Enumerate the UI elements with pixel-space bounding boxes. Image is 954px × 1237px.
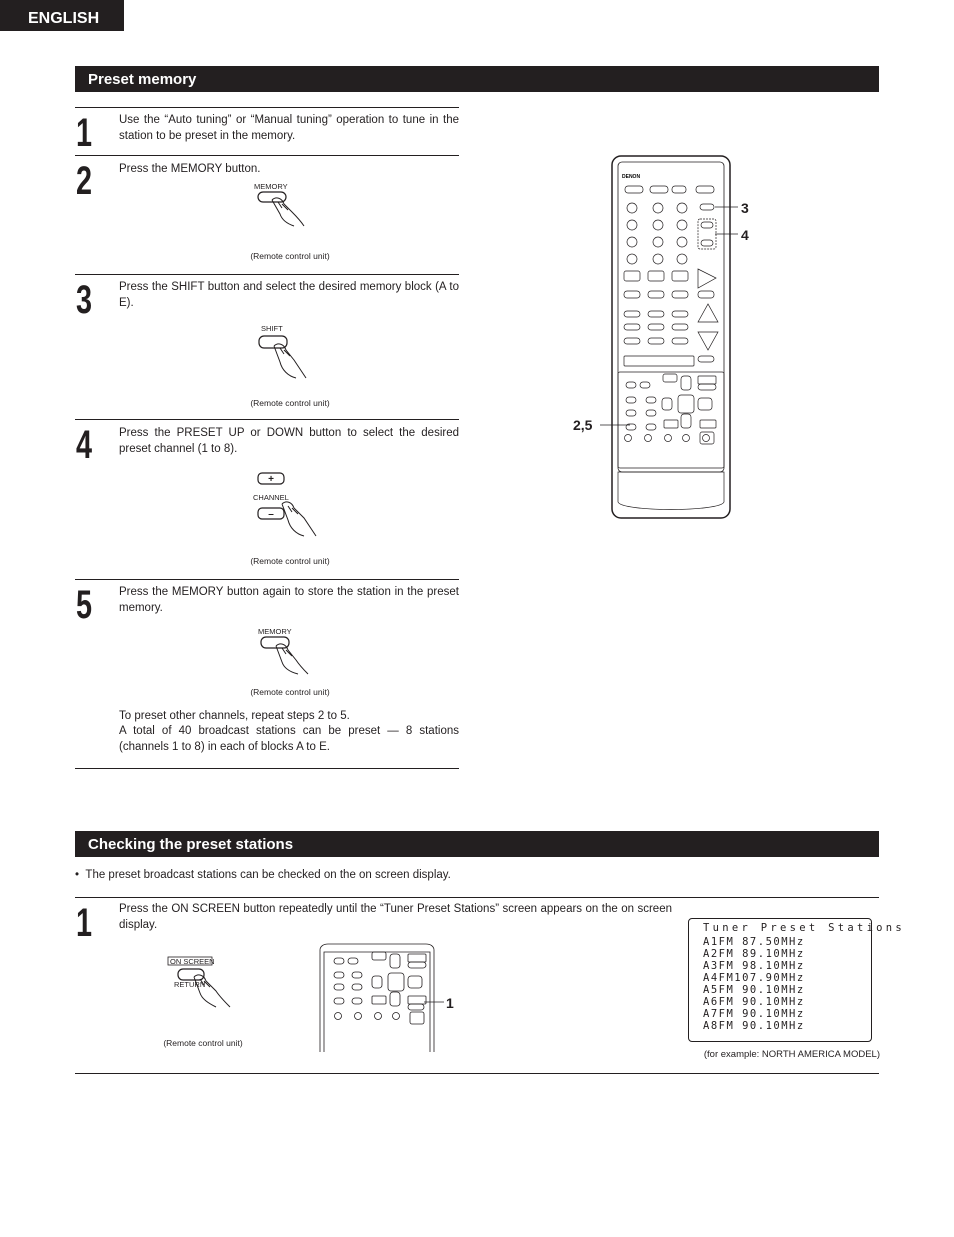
step-number: 4 [76,423,93,467]
step-text: Press the ON SCREEN button repeatedly until the “Tuner Preset Stations” screen appears on the on screen display. [119,903,672,931]
figure-caption: (Remote control unit) [250,556,330,566]
remote-detail-figure [316,942,466,1054]
divider [75,419,459,420]
checking-title: Checking the preset stations [75,831,879,857]
step-text: Use the “Auto tuning” or “Manual tuning” operation to tune in the station to be preset in the memory. [119,114,459,142]
bullet-dot: • [75,869,86,881]
screen-row: A3FM 98.10MHz [703,960,805,972]
button-label: MEMORY [258,627,292,636]
figure-caption: (Remote control unit) [163,1038,243,1048]
button-label: RETURN [174,980,206,989]
bullet-text: The preset broadcast stations can be checked on the on screen display. [85,869,451,881]
memory-button-figure [252,626,324,678]
figure-caption: (Remote control unit) [250,251,330,261]
screen-row: A6FM 90.10MHz [703,996,805,1008]
channel-button-figure [252,470,328,540]
divider [75,1073,879,1074]
tuner-preset-screen [688,918,906,1042]
preset-memory-title: Preset memory [75,66,879,92]
screen-row: A1FM 87.50MHz [703,936,805,948]
note-line: A total of 40 broadcast stations can be preset — 8 stations (channels 1 to 8) in each of blocks A to E. [119,725,459,753]
divider [75,768,459,769]
step-number: 5 [76,583,93,627]
step-text: Press the SHIFT button and select the desired memory block (A to E). [119,281,459,309]
callout-channel: 4 [741,227,749,243]
step-text: Press the MEMORY button again to store the station in the preset memory. [119,586,459,614]
shift-button-figure [252,322,322,382]
on-screen-button-figure [164,955,244,1011]
svg-text:+: + [268,474,274,485]
step-number: 1 [76,901,93,945]
callout-shift: 3 [741,200,749,216]
language-tab: ENGLISH [0,0,124,31]
svg-text:DENON: DENON [622,174,641,180]
screen-caption: (for example: NORTH AMERICA MODEL) [703,1049,880,1060]
note-line: To preset other channels, repeat steps 2 to 5. [119,710,350,722]
step-text: Press the MEMORY button. [119,163,261,175]
screen-row: A5FM 90.10MHz [703,984,805,996]
divider [75,107,459,108]
svg-text:–: – [268,509,274,520]
step-number: 2 [76,159,93,203]
figure-caption: (Remote control unit) [250,687,330,697]
button-label: MEMORY [254,182,288,191]
screen-title: Tuner Preset Stations [703,922,906,934]
remote-control-figure [570,152,770,522]
figure-caption: (Remote control unit) [250,398,330,408]
step-number: 3 [76,278,93,322]
memory-button-figure [246,180,318,230]
callout-on-screen: 1 [446,995,454,1011]
button-label: SHIFT [261,324,283,333]
callout-memory: 2,5 [573,417,593,433]
divider [75,274,459,275]
divider [75,897,879,898]
step-text: Press the PRESET UP or DOWN button to select the desired preset channel (1 to 8). [119,427,459,455]
divider [75,155,459,156]
screen-row: A4FM107.90MHz [703,972,805,984]
screen-row: A2FM 89.10MHz [703,948,805,960]
divider [75,579,459,580]
bullet-note [75,868,451,882]
screen-row: A7FM 90.10MHz [703,1008,805,1020]
screen-row: A8FM 90.10MHz [703,1020,805,1032]
step-number: 1 [76,111,93,155]
button-label: ON SCREEN [170,957,215,966]
button-label: CHANNEL [253,493,289,502]
